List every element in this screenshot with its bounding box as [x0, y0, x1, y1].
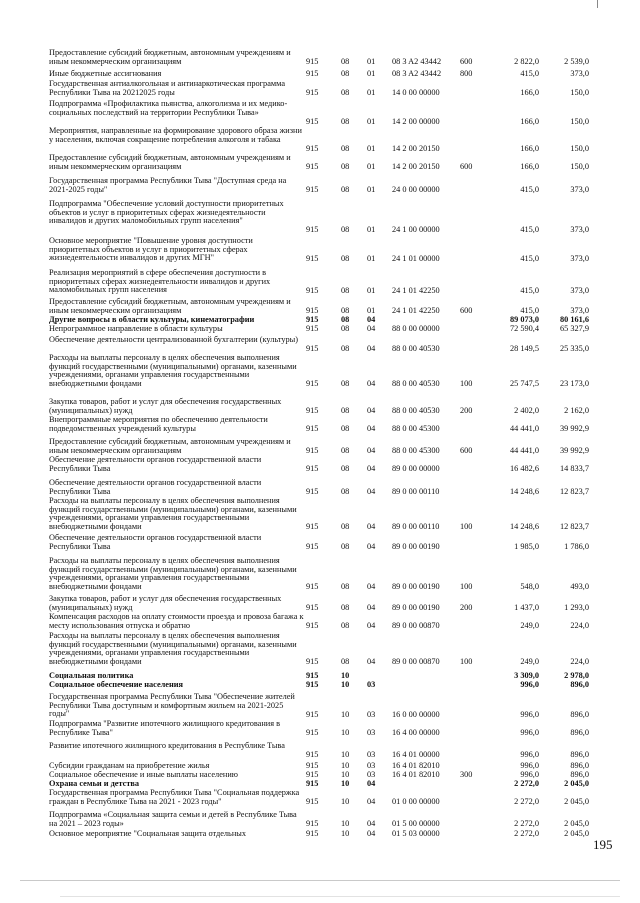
subsection-code: 04	[367, 464, 376, 473]
ministry-code: 915	[306, 406, 319, 415]
amount-year-2: 39 992,9	[559, 424, 589, 433]
target-article-code: 16 0 00 00000	[392, 710, 440, 719]
expense-type-code: 600	[460, 57, 473, 66]
expense-type-code: 100	[460, 657, 473, 666]
section-code: 08	[341, 117, 350, 126]
ministry-code: 915	[306, 306, 319, 315]
row-name: Основное мероприятие "Социальная защита отдельных	[49, 829, 246, 838]
subsection-code: 04	[367, 487, 376, 496]
amount-year-2: 373,0	[570, 306, 589, 315]
ministry-code: 915	[306, 829, 319, 838]
amount-year-2: 2 162,0	[564, 406, 589, 415]
amount-year-2: 12 823,7	[559, 487, 589, 496]
amount-year-2: 12 823,7	[559, 522, 589, 531]
ministry-code: 915	[306, 797, 319, 806]
amount-year-2: 25 335,0	[559, 344, 589, 353]
subsection-code: 01	[367, 117, 376, 126]
ministry-code: 915	[306, 446, 319, 455]
section-code: 10	[341, 797, 350, 806]
amount-year-2: 150,0	[570, 162, 589, 171]
amount-year-1: 2 822,0	[514, 57, 539, 66]
subsection-code: 04	[367, 621, 376, 630]
amount-year-1: 996,0	[520, 761, 539, 770]
section-code: 10	[341, 770, 350, 779]
section-code: 10	[341, 779, 350, 788]
row-name: Государственная программа Республики Тыва "Доступная среда на 2021-2025 годы"	[49, 176, 287, 194]
row-name: Реализация мероприятий в сфере обеспечения доступности в приоритетных сферах жизнедеятельности инвалидов и других маломобильных групп населения	[49, 268, 271, 295]
amount-year-1: 996,0	[520, 680, 539, 689]
subsection-code: 04	[367, 446, 376, 455]
amount-year-2: 14 833,7	[559, 464, 589, 473]
ministry-code: 915	[306, 657, 319, 666]
amount-year-2: 373,0	[570, 254, 589, 263]
target-article-code: 24 1 01 42250	[392, 286, 440, 295]
subsection-code: 04	[367, 582, 376, 591]
amount-year-1: 249,0	[520, 621, 539, 630]
row-name: Компенсация расходов на оплату стоимости проезда и провоза багажа к месту использования отпуска и обратно	[49, 612, 304, 630]
ministry-code: 915	[306, 710, 319, 719]
amount-year-2: 2 045,0	[564, 779, 589, 788]
amount-year-2: 896,0	[570, 770, 589, 779]
amount-year-1: 72 590,4	[509, 324, 539, 333]
amount-year-1: 415,0	[520, 69, 539, 78]
amount-year-2: 896,0	[570, 710, 589, 719]
target-article-code: 89 0 00 00870	[392, 657, 440, 666]
target-article-code: 24 1 00 00000	[392, 225, 440, 234]
expense-type-code: 200	[460, 603, 473, 612]
section-code: 08	[341, 324, 350, 333]
subsection-code: 04	[367, 779, 376, 788]
section-code: 08	[341, 657, 350, 666]
row-name: Предоставление субсидий бюджетным, автономным учреждениям и иным некоммерческим организациям	[49, 297, 291, 315]
target-article-code: 88 0 00 40530	[392, 344, 440, 353]
scan-edge-line	[20, 880, 620, 881]
amount-year-1: 16 482,6	[509, 464, 539, 473]
subsection-code: 04	[367, 324, 376, 333]
section-code: 08	[341, 162, 350, 171]
target-article-code: 14 2 00 20150	[392, 144, 440, 153]
subsection-code: 01	[367, 162, 376, 171]
ministry-code: 915	[306, 750, 319, 759]
section-code: 10	[341, 671, 350, 680]
amount-year-1: 28 149,5	[509, 344, 539, 353]
amount-year-1: 44 441,0	[509, 446, 539, 455]
amount-year-2: 80 161,6	[559, 315, 589, 324]
row-name: Иные бюджетные ассигнования	[49, 69, 162, 78]
row-name: Другие вопросы в области культуры, кинематографии	[49, 315, 255, 324]
ministry-code: 915	[306, 487, 319, 496]
subsection-code: 01	[367, 185, 376, 194]
ministry-code: 915	[306, 621, 319, 630]
subsection-code: 04	[367, 542, 376, 551]
scan-mark	[597, 0, 598, 8]
target-article-code: 89 0 00 00190	[392, 542, 440, 551]
amount-year-2: 2 978,0	[564, 671, 589, 680]
subsection-code: 04	[367, 344, 376, 353]
ministry-code: 915	[306, 542, 319, 551]
section-code: 08	[341, 88, 350, 97]
amount-year-1: 415,0	[520, 185, 539, 194]
section-code: 08	[341, 446, 350, 455]
amount-year-1: 996,0	[520, 710, 539, 719]
amount-year-1: 2 402,0	[514, 406, 539, 415]
subsection-code: 03	[367, 770, 376, 779]
amount-year-2: 493,0	[570, 582, 589, 591]
target-article-code: 16 4 00 00000	[392, 728, 440, 737]
ministry-code: 915	[306, 254, 319, 263]
subsection-code: 01	[367, 144, 376, 153]
ministry-code: 915	[306, 582, 319, 591]
section-code: 08	[341, 464, 350, 473]
subsection-code: 03	[367, 728, 376, 737]
subsection-code: 04	[367, 819, 376, 828]
ministry-code: 915	[306, 185, 319, 194]
section-code: 08	[341, 225, 350, 234]
section-code: 08	[341, 487, 350, 496]
row-name: Социальное обеспечение населения	[49, 680, 184, 689]
target-article-code: 88 0 00 00000	[392, 324, 440, 333]
row-name: Развитие ипотечного жилищного кредитования в Республике Тыва	[49, 741, 285, 750]
amount-year-1: 2 272,0	[514, 797, 539, 806]
amount-year-2: 373,0	[570, 286, 589, 295]
amount-year-1: 14 248,6	[509, 522, 539, 531]
amount-year-1: 2 272,0	[514, 779, 539, 788]
target-article-code: 89 0 00 00190	[392, 582, 440, 591]
expense-type-code: 100	[460, 582, 473, 591]
row-name: Предоставление субсидий бюджетным, автономным учреждениям и иным некоммерческим организациям	[49, 48, 291, 66]
subsection-code: 01	[367, 88, 376, 97]
amount-year-1: 996,0	[520, 770, 539, 779]
amount-year-1: 996,0	[520, 728, 539, 737]
ministry-code: 915	[306, 117, 319, 126]
ministry-code: 915	[306, 728, 319, 737]
amount-year-2: 150,0	[570, 117, 589, 126]
target-article-code: 24 1 01 00000	[392, 254, 440, 263]
section-code: 10	[341, 819, 350, 828]
expense-type-code: 600	[460, 306, 473, 315]
section-code: 10	[341, 829, 350, 838]
target-article-code: 88 0 00 45300	[392, 446, 440, 455]
amount-year-1: 44 441,0	[509, 424, 539, 433]
section-code: 08	[341, 344, 350, 353]
target-article-code: 88 0 00 40530	[392, 379, 440, 388]
target-article-code: 16 4 01 00000	[392, 750, 440, 759]
subsection-code: 04	[367, 797, 376, 806]
scan-edge-line	[60, 896, 620, 897]
section-code: 08	[341, 522, 350, 531]
amount-year-1: 25 747,5	[509, 379, 539, 388]
section-code: 10	[341, 750, 350, 759]
amount-year-2: 150,0	[570, 144, 589, 153]
section-code: 08	[341, 315, 350, 324]
expense-type-code: 600	[460, 162, 473, 171]
target-article-code: 89 0 00 00190	[392, 603, 440, 612]
ministry-code: 915	[306, 819, 319, 828]
amount-year-2: 224,0	[570, 657, 589, 666]
row-name: Расходы на выплаты персоналу в целях обеспечения выполнения функций государственными (муниципальными) органами, казенными учреждениями, органами управления государственными внебюджетными фондами	[49, 631, 297, 666]
row-name: Внепрограммные мероприятия по обеспечению деятельности подведомственных учреждений культуры	[49, 415, 268, 433]
row-name: Основное мероприятие "Повышение уровня доступности приоритетных объектов и услуг в приоритетных сферах жизнедеятельности инвалидов и других МГН"	[49, 236, 253, 263]
section-code: 10	[341, 710, 350, 719]
section-code: 08	[341, 185, 350, 194]
subsection-code: 03	[367, 680, 376, 689]
ministry-code: 915	[306, 324, 319, 333]
target-article-code: 24 0 00 00000	[392, 185, 440, 194]
row-name: Субсидии гражданам на приобретение жилья	[49, 761, 210, 770]
target-article-code: 14 0 00 00000	[392, 88, 440, 97]
amount-year-2: 2 045,0	[564, 829, 589, 838]
expense-type-code: 100	[460, 379, 473, 388]
row-name: Расходы на выплаты персоналу в целях обеспечения выполнения функций государственными (муниципальными) органами, казенными учреждениями, органами управления государственными внебюджетными фондами	[49, 496, 297, 531]
amount-year-1: 415,0	[520, 225, 539, 234]
amount-year-1: 2 272,0	[514, 829, 539, 838]
row-name: Социальное обеспечение и иные выплаты населению	[49, 770, 238, 779]
amount-year-1: 14 248,6	[509, 487, 539, 496]
amount-year-2: 2 045,0	[564, 819, 589, 828]
ministry-code: 915	[306, 225, 319, 234]
expense-type-code: 100	[460, 522, 473, 531]
target-article-code: 24 1 01 42250	[392, 306, 440, 315]
section-code: 08	[341, 144, 350, 153]
row-name: Обеспечение деятельности централизованной бухгалтерии (культуры)	[49, 335, 298, 344]
row-name: Обеспечение деятельности органов государственной власти Республики Тыва	[49, 533, 262, 551]
row-name: Закупка товаров, работ и услуг для обеспечения государственных (муниципальных) нужд	[49, 397, 282, 415]
subsection-code: 03	[367, 761, 376, 770]
amount-year-2: 896,0	[570, 750, 589, 759]
target-article-code: 16 4 01 82010	[392, 761, 440, 770]
amount-year-1: 249,0	[520, 657, 539, 666]
amount-year-1: 166,0	[520, 88, 539, 97]
subsection-code: 04	[367, 315, 376, 324]
section-code: 08	[341, 603, 350, 612]
row-name: Государственная программа Республики Тыва "Обеспечение жителей Республики Тыва доступным и комфортным жильем на 2021-2025 годы"	[49, 692, 295, 719]
amount-year-2: 373,0	[570, 225, 589, 234]
subsection-code: 01	[367, 57, 376, 66]
ministry-code: 915	[306, 286, 319, 295]
target-article-code: 01 0 00 00000	[392, 797, 440, 806]
target-article-code: 88 0 00 45300	[392, 424, 440, 433]
target-article-code: 88 0 00 40530	[392, 406, 440, 415]
subsection-code: 04	[367, 522, 376, 531]
row-name: Государственная программа Республики Тыва "Социальная поддержка граждан в Республике Тыва на 2021 - 2023 годы"	[49, 788, 300, 806]
section-code: 08	[341, 254, 350, 263]
subsection-code: 01	[367, 306, 376, 315]
amount-year-1: 996,0	[520, 750, 539, 759]
target-article-code: 89 0 00 00110	[392, 522, 440, 531]
ministry-code: 915	[306, 770, 319, 779]
section-code: 08	[341, 69, 350, 78]
ministry-code: 915	[306, 464, 319, 473]
subsection-code: 01	[367, 69, 376, 78]
row-name: Социальная политика	[49, 671, 134, 680]
ministry-code: 915	[306, 779, 319, 788]
amount-year-2: 2 045,0	[564, 797, 589, 806]
ministry-code: 915	[306, 761, 319, 770]
section-code: 10	[341, 680, 350, 689]
expense-type-code: 600	[460, 446, 473, 455]
section-code: 08	[341, 286, 350, 295]
row-name: Непрограммное направление в области культуры	[49, 324, 223, 333]
amount-year-2: 65 327,9	[559, 324, 589, 333]
target-article-code: 14 2 00 20150	[392, 162, 440, 171]
ministry-code: 915	[306, 144, 319, 153]
amount-year-2: 896,0	[570, 728, 589, 737]
ministry-code: 915	[306, 315, 319, 324]
subsection-code: 04	[367, 829, 376, 838]
subsection-code: 04	[367, 406, 376, 415]
row-name: Подпрограмма "Развитие ипотечного жилищного кредитования в Республике Тыва"	[49, 719, 281, 737]
amount-year-2: 150,0	[570, 88, 589, 97]
ministry-code: 915	[306, 424, 319, 433]
amount-year-2: 1 786,0	[564, 542, 589, 551]
ministry-code: 915	[306, 88, 319, 97]
target-article-code: 16 4 01 82010	[392, 770, 440, 779]
ministry-code: 915	[306, 671, 319, 680]
amount-year-2: 373,0	[570, 69, 589, 78]
subsection-code: 03	[367, 710, 376, 719]
ministry-code: 915	[306, 57, 319, 66]
target-article-code: 89 0 00 00110	[392, 487, 440, 496]
amount-year-1: 2 272,0	[514, 819, 539, 828]
amount-year-1: 1 985,0	[514, 542, 539, 551]
row-name: Охрана семьи и детства	[49, 779, 140, 788]
row-name: Предоставление субсидий бюджетным, автономным учреждениям и иным некоммерческим организациям	[49, 437, 291, 455]
subsection-code: 03	[367, 750, 376, 759]
row-name: Расходы на выплаты персоналу в целях обеспечения выполнения функций государственными (муниципальными) органами, казенными учреждениями, органами управления государственными внебюджетными фондами	[49, 556, 297, 591]
amount-year-1: 166,0	[520, 117, 539, 126]
row-name: Расходы на выплаты персоналу в целях обеспечения выполнения функций государственными (муниципальными) органами, казенными учреждениями, органами управления государственными внебюджетными фондами	[49, 353, 297, 388]
amount-year-2: 896,0	[570, 761, 589, 770]
amount-year-2: 23 173,0	[559, 379, 589, 388]
target-article-code: 01 5 00 00000	[392, 819, 440, 828]
ministry-code: 915	[306, 69, 319, 78]
row-name: Обеспечение деятельности органов государственной власти Республики Тыва	[49, 455, 262, 473]
subsection-code: 01	[367, 254, 376, 263]
section-code: 08	[341, 582, 350, 591]
expense-type-code: 800	[460, 69, 473, 78]
amount-year-1: 89 073,0	[509, 315, 539, 324]
amount-year-1: 415,0	[520, 306, 539, 315]
section-code: 08	[341, 621, 350, 630]
subsection-code: 04	[367, 424, 376, 433]
section-code: 08	[341, 424, 350, 433]
row-name: Подпрограмма «Социальная защита семьи и детей в Республике Тыва на 2021 – 2023 годы»	[49, 810, 297, 828]
section-code: 10	[341, 761, 350, 770]
page-number: 195	[593, 837, 613, 852]
row-name: Обеспечение деятельности органов государственной власти Республики Тыва	[49, 478, 262, 496]
row-name: Закупка товаров, работ и услуг для обеспечения государственных (муниципальных) нужд	[49, 594, 282, 612]
amount-year-2: 1 293,0	[564, 603, 589, 612]
amount-year-1: 415,0	[520, 286, 539, 295]
section-code: 10	[341, 728, 350, 737]
section-code: 08	[341, 542, 350, 551]
ministry-code: 915	[306, 522, 319, 531]
amount-year-1: 166,0	[520, 162, 539, 171]
row-name: Подпрограмма "Обеспечение условий доступности приоритетных объектов и услуг в приоритетных сферах жизнедеятельности инвалидов и других маломобильных групп населения"	[49, 199, 284, 226]
amount-year-1: 1 437,0	[514, 603, 539, 612]
target-article-code: 08 3 A2 43442	[392, 69, 442, 78]
subsection-code: 04	[367, 657, 376, 666]
section-code: 08	[341, 57, 350, 66]
amount-year-1: 548,0	[520, 582, 539, 591]
ministry-code: 915	[306, 344, 319, 353]
row-name: Мероприятия, направленные на формирование здорового образа жизни у населения, включая сокращение потребления алкоголя и табака	[49, 126, 302, 144]
amount-year-1: 166,0	[520, 144, 539, 153]
amount-year-2: 39 992,9	[559, 446, 589, 455]
target-article-code: 14 2 00 00000	[392, 117, 440, 126]
subsection-code: 01	[367, 225, 376, 234]
amount-year-2: 896,0	[570, 680, 589, 689]
target-article-code: 89 0 00 00000	[392, 464, 440, 473]
subsection-code: 04	[367, 603, 376, 612]
amount-year-1: 415,0	[520, 254, 539, 263]
target-article-code: 89 0 00 00870	[392, 621, 440, 630]
section-code: 08	[341, 406, 350, 415]
target-article-code: 01 5 03 00000	[392, 829, 440, 838]
row-name: Предоставление субсидий бюджетным, автономным учреждениям и иным некоммерческим организациям	[49, 153, 291, 171]
row-name: Подпрограмма «Профилактика пьянства, алкоголизма и их медико-социальных последствий на территории Республики Тыва»	[49, 99, 288, 117]
ministry-code: 915	[306, 680, 319, 689]
ministry-code: 915	[306, 162, 319, 171]
ministry-code: 915	[306, 603, 319, 612]
section-code: 08	[341, 379, 350, 388]
subsection-code: 01	[367, 286, 376, 295]
amount-year-2: 2 539,0	[564, 57, 589, 66]
amount-year-2: 224,0	[570, 621, 589, 630]
subsection-code: 04	[367, 379, 376, 388]
row-name: Государственная антиалкогольная и антинаркотическая программа Республики Тыва на 20212025 годы	[49, 79, 286, 97]
amount-year-1: 3 309,0	[514, 671, 539, 680]
target-article-code: 08 3 A2 43442	[392, 57, 442, 66]
expense-type-code: 300	[460, 770, 473, 779]
ministry-code: 915	[306, 379, 319, 388]
expense-type-code: 200	[460, 406, 473, 415]
amount-year-2: 373,0	[570, 185, 589, 194]
section-code: 08	[341, 306, 350, 315]
